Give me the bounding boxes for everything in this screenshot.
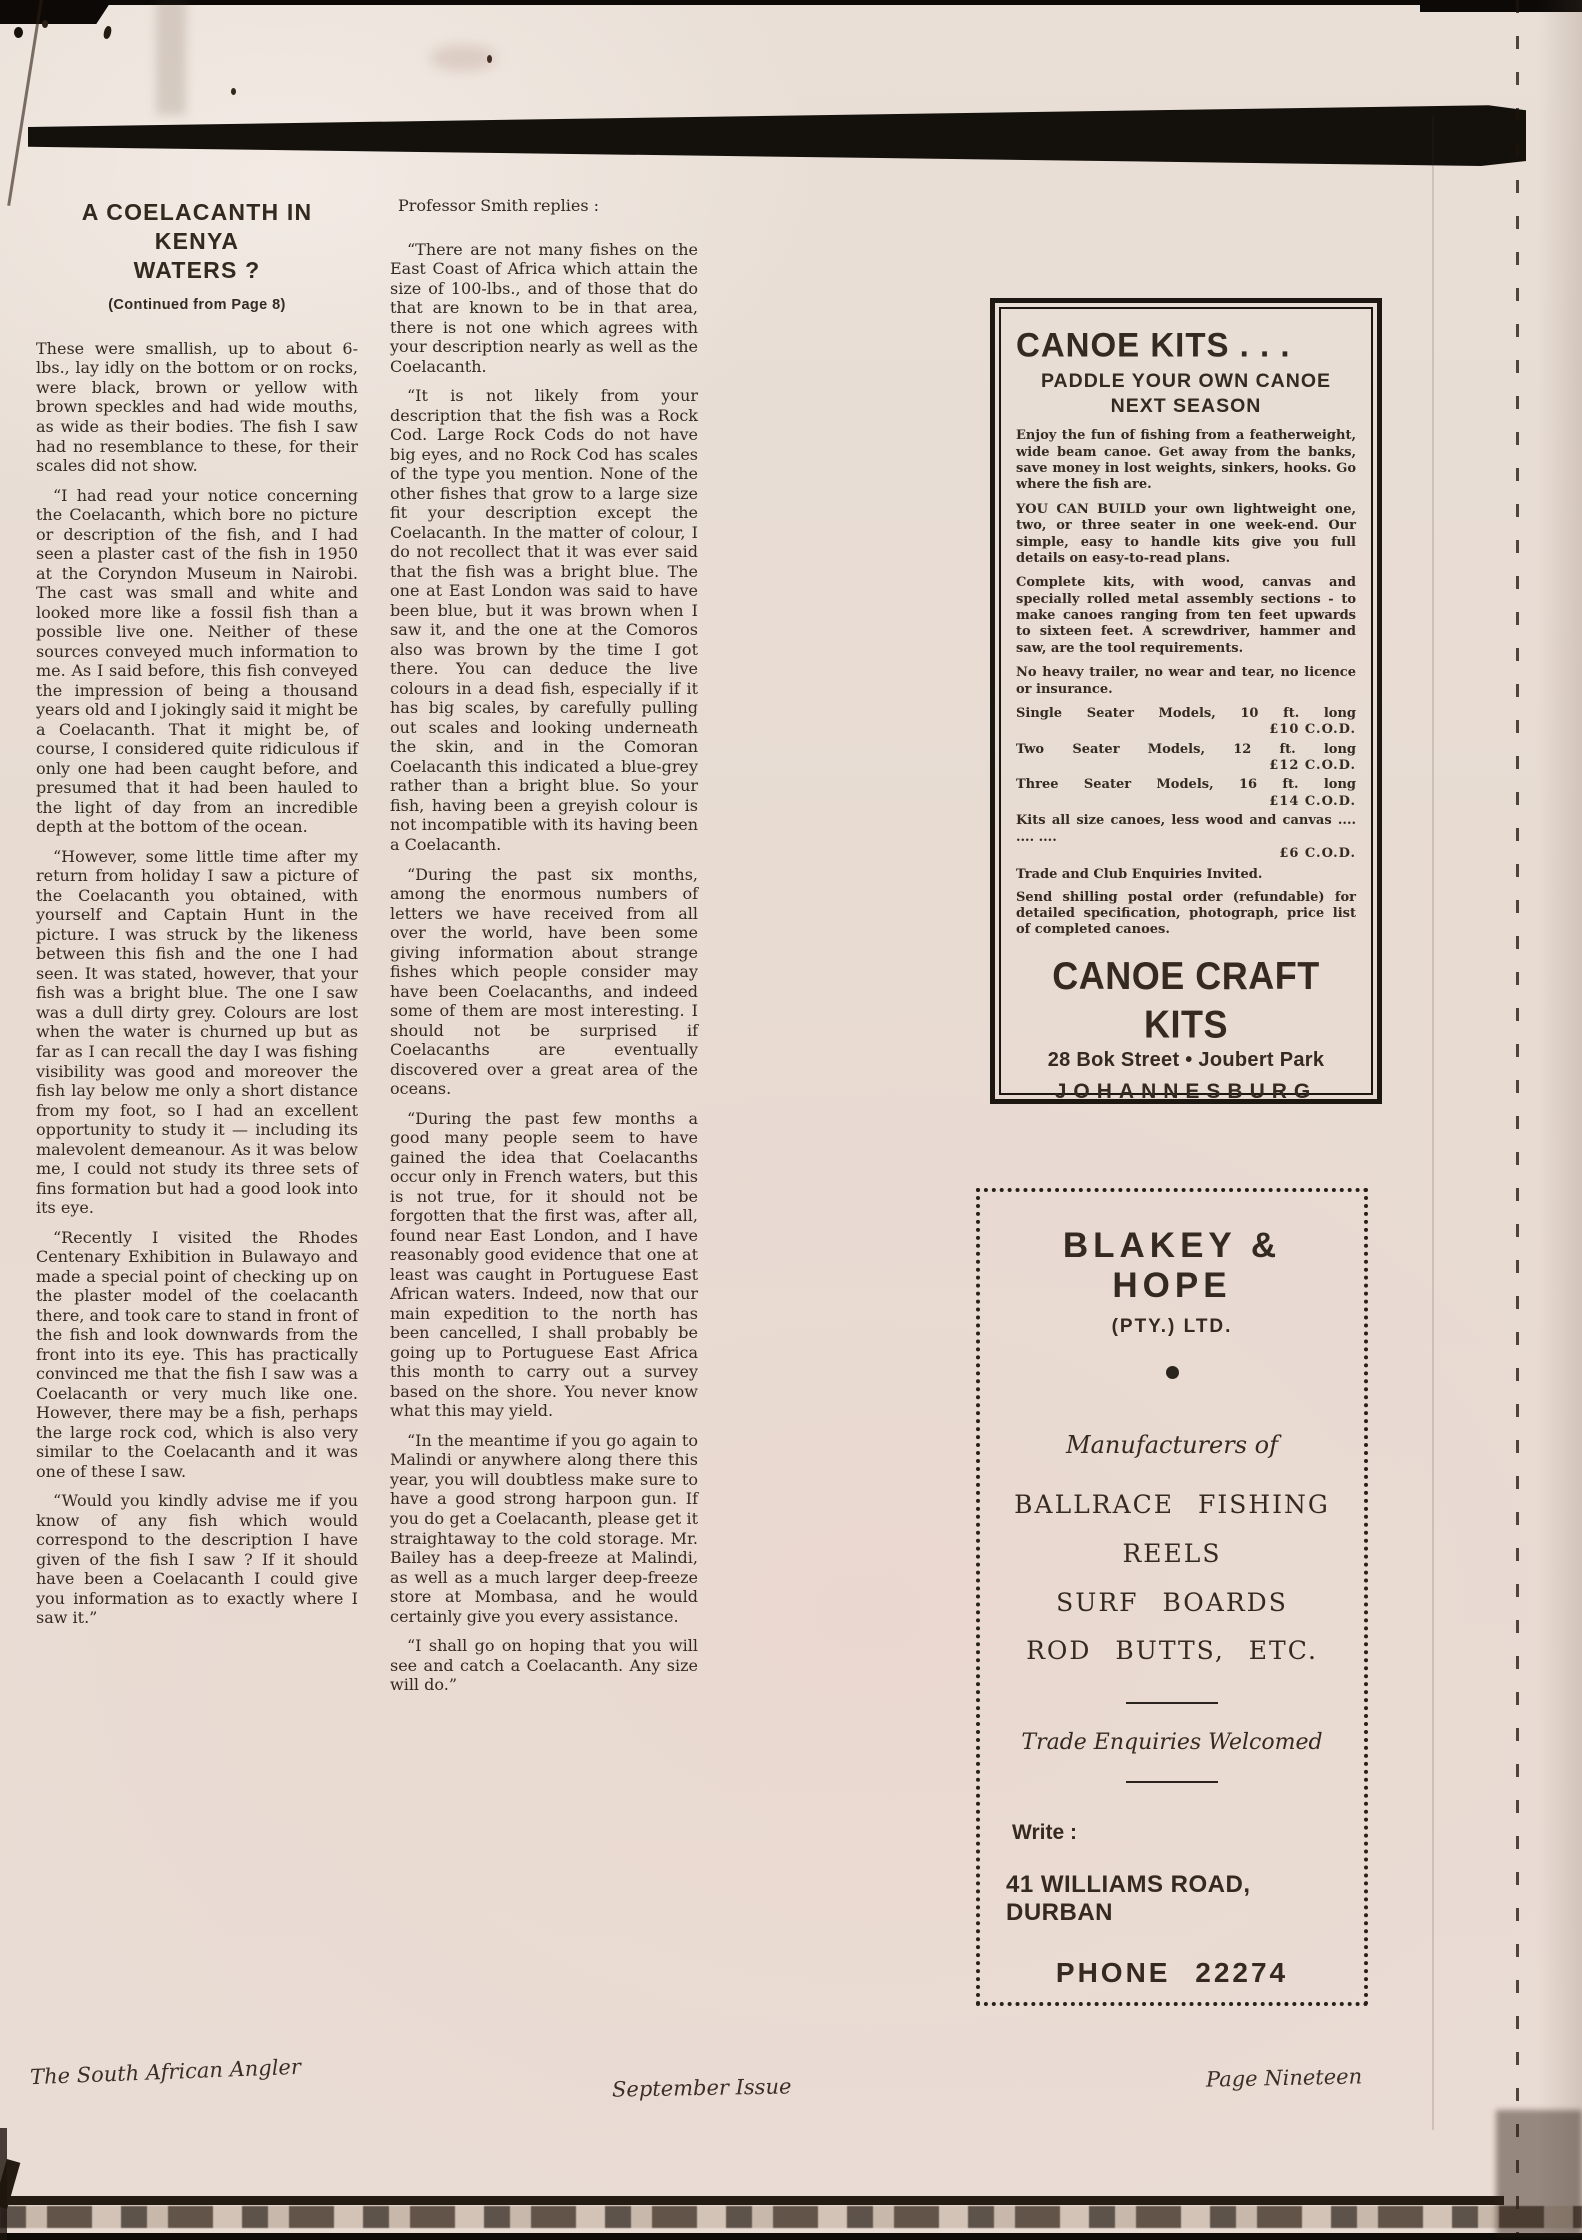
article-paragraph: “I had read your notice concerning the Coelacanth, which bore no picture or description of the fish, and I had seen a plaster cast of the fish in 1950 at the Coryndon Museum in Nairobi. The cast was small and white and looked more like a fossil fish than a possible live one. Neither of these sources conveyed much information to me. As I said before, this fish conveyed the impression of being a thousand years old and I jokingly said it might be a Coelacanth. That it might be, of course, I considered quite ridiculous if only one had been caught before, and presumed that it had been hauled to the light of day from an incredible depth at the bottom of the ocean. bbox=[36, 485, 358, 837]
article-paragraph: These were smallish, up to about 6-lbs., lay idly on the bottom or on rocks, were black, brown or yellow with brown speckles and had wide mouths, as wide as their bodies. The fish I saw had no resemblance to these, for their scales did not show. bbox=[36, 338, 358, 476]
blakey-ad-company-type: (PTY.) LTD. bbox=[1111, 1316, 1233, 1337]
scan-tear-line bbox=[7, 0, 44, 206]
article-column-left bbox=[36, 198, 358, 1638]
scan-speck bbox=[231, 88, 236, 95]
article-title-line2: WATERS ? bbox=[133, 256, 261, 283]
article-title bbox=[36, 198, 358, 284]
canoe-model-row bbox=[1016, 742, 1356, 775]
canoe-ad-city: JOHANNESBURG bbox=[1054, 1079, 1318, 1103]
article-paragraph: “There are not many fishes on the East Coast of Africa which attain the size of 100-lbs., and of those that do that are known to be in that area, there is not one which agrees with your description nearly as well as the Coelacanth. bbox=[390, 239, 698, 376]
scan-smudge bbox=[156, 0, 186, 115]
canoe-ad-address: 28 Bok Street • Joubert Park bbox=[1047, 1049, 1325, 1072]
blakey-ad-address: 41 WILLIAMS ROAD, DURBAN bbox=[1006, 1871, 1251, 1926]
footer-publication-name: The South African Angler bbox=[29, 2054, 302, 2090]
canoe-ad-trade-note: Trade and Club Enquiries Invited. bbox=[1016, 867, 1263, 883]
canoe-kits-ad bbox=[990, 298, 1382, 1104]
canoe-ad-headline: CANOE KITS . . . bbox=[1016, 325, 1291, 364]
canoe-ad-order-note: Send shilling postal order (refundable) for detailed specification, photograph, price list of completed canoes. bbox=[1016, 889, 1356, 938]
scan-top-edge bbox=[0, 0, 1582, 5]
article-paragraph: “It is not likely from your description that the fish was a Rock Cod. Large Rock Cods do not have big eyes, and no Rock Cod has scales of the type you mention. None of the other fishes that grow to a large size fit your description except the Coelacanth. In the matter of colour, I do not recollect that it was ever said that the fish was a bright blue. The one at East London was said to have been blue, but it was brown when I saw it, and the one at the Comoros also was brown by the time I got there. You can deduce the live colours in a dead fish, especially if it has big scales, by carefully pulling out scales and looking underneath the skin, and in the Comoran Coelacanth this indicated a blue-grey rather than a bright blue. So your fish, having been a greyish colour is not incompatible with its having been a Coelacanth. bbox=[390, 386, 698, 854]
scan-corner-mark bbox=[0, 0, 112, 24]
bullet-dot-icon bbox=[1166, 1366, 1179, 1379]
canoe-kits-ad-inner-border bbox=[999, 307, 1373, 1103]
divider-rule bbox=[1126, 1702, 1218, 1704]
professor-replies-heading: Professor Smith replies : bbox=[398, 196, 600, 215]
canoe-model-name: Single Seater Models, 10 ft. long bbox=[1016, 705, 1356, 721]
blakey-ad-product: SURF BOARDS bbox=[1056, 1587, 1288, 1617]
page-edge-shadow bbox=[1538, 0, 1582, 2240]
article-paragraph: “Would you kindly advise me if you know of any fish which would correspond to the description I have given of the fish I saw ? If it should have been a Coelacanth I could give you information as to exactly where I saw it.” bbox=[36, 1491, 358, 1628]
canoe-ad-company-name: CANOE CRAFT KITS bbox=[1052, 952, 1320, 1047]
blakey-ad-trade-note: Trade Enquiries Welcomed bbox=[1021, 1730, 1323, 1755]
blakey-ad-product: REELS bbox=[1122, 1538, 1222, 1568]
canoe-model-price: £14 C.O.D. bbox=[1269, 793, 1356, 809]
blakey-ad-write-label: Write : bbox=[1012, 1821, 1077, 1844]
article-paragraph: “Recently I visited the Rhodes Centenary Exhibition in Bulawayo and made a special point of checking up on the plaster model of the coelacanth there, and took care to stand in front of the fish and look downwards from the front into its eye. This has practically convinced me that the fish I saw was a Coelacanth or very much like one. However, there may be a fish, perhaps the large rock cod, which is also very similar to the Coelacanth and it was one of these I saw. bbox=[36, 1227, 358, 1481]
scan-smudge bbox=[430, 45, 496, 71]
scan-bottom-texture bbox=[0, 2206, 1582, 2228]
canoe-model-name: Three Seater Models, 16 ft. long bbox=[1016, 777, 1356, 793]
reply-paragraphs bbox=[390, 240, 698, 1695]
page-edge-stitch-marks bbox=[1516, 0, 1519, 2240]
article-title-line1: A COELACANTH IN KENYA bbox=[81, 199, 313, 254]
canoe-ad-body bbox=[1016, 428, 1356, 698]
blakey-ad-product: BALLRACE FISHING bbox=[1014, 1490, 1330, 1519]
scan-bottom-edge bbox=[0, 2196, 1504, 2205]
article-paragraph: “In the meantime if you go again to Malindi or anywhere along there this year, you will doubtless make sure to have a good strong harpoon gun. If you do get a Coelacanth, please get it straightaway to the cold storage. Mr. Bailey has a deep-freeze at Malindi, as well as a much larger deep-freeze store at Mombasa, and he would certainly give you every assistance. bbox=[390, 1430, 698, 1626]
scan-corner-shadow bbox=[1496, 2110, 1582, 2236]
blakey-ad-product-list bbox=[1000, 1481, 1344, 1676]
left-paragraphs bbox=[36, 339, 358, 1628]
continued-from-note: (Continued from Page 8) bbox=[108, 297, 286, 314]
scan-left-edge bbox=[0, 2128, 7, 2240]
article-paragraph: “During the past six months, among the enormous numbers of letters we have received from all over the world, have been some giving information about strange fishes which people consider may have been Coelacanths, and indeed some of them are most interesting. I should not be surprised if Coelacanths are eventually discovered over a great area of the oceans. bbox=[390, 864, 698, 1099]
blakey-ad-phone: PHONE 22274 bbox=[1055, 1957, 1289, 1988]
footer-issue: September Issue bbox=[611, 2074, 792, 2102]
canoe-model-price: £6 C.O.D. bbox=[1279, 845, 1356, 861]
canoe-ad-paragraph: Complete kits, with wood, canvas and specially rolled metal assembly sections - to make canoes ranging from ten feet upwards to sixteen feet. A screwdriver, hammer and saw, are the tool requirements. bbox=[1016, 575, 1356, 656]
article-paragraph: “I shall go on hoping that you will see and catch a Coelacanth. Any size will do.” bbox=[390, 1636, 698, 1695]
article-column-middle bbox=[390, 196, 698, 1705]
page-fold-line bbox=[1432, 115, 1434, 2130]
scan-ink-band bbox=[28, 104, 1526, 166]
blakey-ad-company-name: BLAKEY & HOPE bbox=[1062, 1226, 1282, 1305]
canoe-ad-subhead: PADDLE YOUR OWN CANOE bbox=[1040, 369, 1332, 392]
footer-page-number: Page Nineteen bbox=[1205, 2064, 1363, 2092]
canoe-model-name: Kits all size canoes, less wood and canvas .... .... .... bbox=[1016, 813, 1356, 845]
canoe-model-name: Two Seater Models, 12 ft. long bbox=[1016, 741, 1356, 757]
canoe-model-row bbox=[1016, 706, 1356, 739]
canoe-model-row bbox=[1016, 813, 1356, 862]
canoe-model-row bbox=[1016, 777, 1356, 810]
canoe-model-price: £12 C.O.D. bbox=[1269, 758, 1356, 774]
canoe-ad-paragraph: YOU CAN BUILD your own lightweight one, two, or three seater in one week-end. Our simple, easy to handle kits give you full details on easy-to-read plans. bbox=[1016, 501, 1356, 566]
canoe-ad-subhead: NEXT SEASON bbox=[1110, 394, 1262, 417]
blakey-ad-manufacturers-label: Manufacturers of bbox=[1066, 1431, 1278, 1459]
scan-speck bbox=[14, 27, 23, 38]
divider-rule bbox=[1126, 1781, 1218, 1783]
article-paragraph: “However, some little time after my return from holiday I saw a picture of the Coelacanth you obtained, with yourself and Captain Hunt in the picture. I was struck by the likeness between this fish and the one I had seen. It was stated, however, that your fish was a bright blue. The one I saw was a dull dirty grey. Colours are lost when the water is churned up but as far as I can recall the day I was fishing visibility was good and moreover the fish lay below me only a short distance from my foot, so I had an excellent opportunity to study it — including its malevolent demeanour. As it was below me, I could not study its three sets of fins formation but had a good look into its eye. bbox=[36, 846, 358, 1218]
blakey-ad-product: ROD BUTTS, ETC. bbox=[1026, 1636, 1318, 1666]
scan-bottom-edge bbox=[0, 2233, 1582, 2240]
scan-speck bbox=[103, 25, 113, 39]
canoe-model-price: £10 C.O.D. bbox=[1269, 722, 1356, 738]
scan-speck bbox=[42, 20, 48, 28]
blakey-hope-ad bbox=[976, 1188, 1368, 2006]
article-paragraph: “During the past few months a good many people seem to have gained the idea that Coelacanths occur only in French waters, but this is not true, for it should not be forgotten that the first was, after all, found near East London, and I have reasonably good evidence that one at least was caught in Portuguese East African waters. Indeed, now that our main expedition to the north has been cancelled, I shall probably be going up to Portuguese East Africa this month to carry out a survey based on the shore. You never know what this may yield. bbox=[390, 1108, 698, 1421]
canoe-ad-paragraph: No heavy trailer, no wear and tear, no licence or insurance. bbox=[1016, 665, 1356, 697]
canoe-ad-paragraph: Enjoy the fun of fishing from a featherweight, wide beam canoe. Get away from the banks, save money in lost weights, sinkers, hooks. Go where the fish are. bbox=[1016, 428, 1356, 493]
